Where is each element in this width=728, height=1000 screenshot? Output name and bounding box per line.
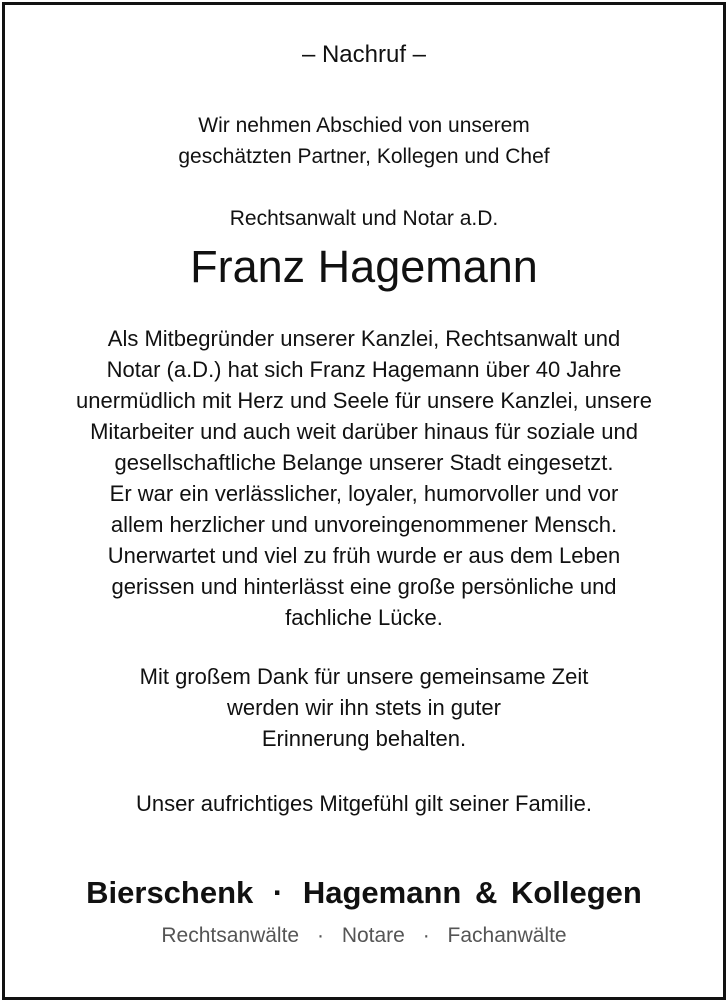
role-separator: · xyxy=(316,924,324,947)
tribute-line: allem herzlicher und unvoreingenommener Mensch. xyxy=(110,512,618,537)
firm-roles xyxy=(0,922,728,950)
firm-name-part2: Hagemann & Kollegen xyxy=(302,875,642,910)
tribute-line: unermüdlich mit Herz und Seele für unsere Kanzlei, unsere xyxy=(76,388,652,413)
condolence-text: Unser aufrichtiges Mitgefühl gilt seiner Familie. xyxy=(135,791,593,816)
firm-name-separator: · xyxy=(272,875,284,910)
tribute-line: Er war ein verlässlicher, loyaler, humorvoller und vor xyxy=(109,481,619,506)
firm-name-part1: Bierschenk xyxy=(86,875,254,910)
intro-text xyxy=(0,110,728,172)
role-fachanwaelte: Fachanwälte xyxy=(447,924,567,947)
notice-heading: – Nachruf – xyxy=(301,41,427,68)
deceased-title: Rechtsanwalt und Notar a.D. xyxy=(229,207,499,230)
role-rechtsanwaelte: Rechtsanwälte xyxy=(161,924,300,947)
tribute-line: Unerwartet und viel zu früh wurde er aus dem Leben xyxy=(107,543,621,568)
intro-line: Wir nehmen Abschied von unserem xyxy=(198,114,530,137)
tribute-line: gesellschaftliche Belange unserer Stadt eingesetzt. xyxy=(114,450,614,475)
tribute-line: fachliche Lücke. xyxy=(285,605,443,630)
tribute-line: gerissen und hinterlässt eine große persönliche und xyxy=(111,574,617,599)
tribute-paragraph xyxy=(0,323,728,633)
role-separator: · xyxy=(422,924,430,947)
firm-name xyxy=(0,874,728,912)
tribute-line: Notar (a.D.) hat sich Franz Hagemann über 40 Jahre xyxy=(106,357,622,382)
role-notare: Notare xyxy=(341,924,405,947)
thanks-line: werden wir ihn stets in guter xyxy=(227,695,501,720)
thanks-line: Erinnerung behalten. xyxy=(261,726,467,751)
thanks-line: Mit großem Dank für unsere gemeinsame Zeit xyxy=(139,664,589,689)
intro-line: geschätzten Partner, Kollegen und Chef xyxy=(178,145,550,168)
tribute-line: Als Mitbegründer unserer Kanzlei, Rechtsanwalt und xyxy=(107,326,621,351)
thanks-paragraph xyxy=(0,661,728,754)
deceased-name: Franz Hagemann xyxy=(190,241,538,292)
tribute-line: Mitarbeiter und auch weit darüber hinaus für soziale und xyxy=(90,419,638,444)
